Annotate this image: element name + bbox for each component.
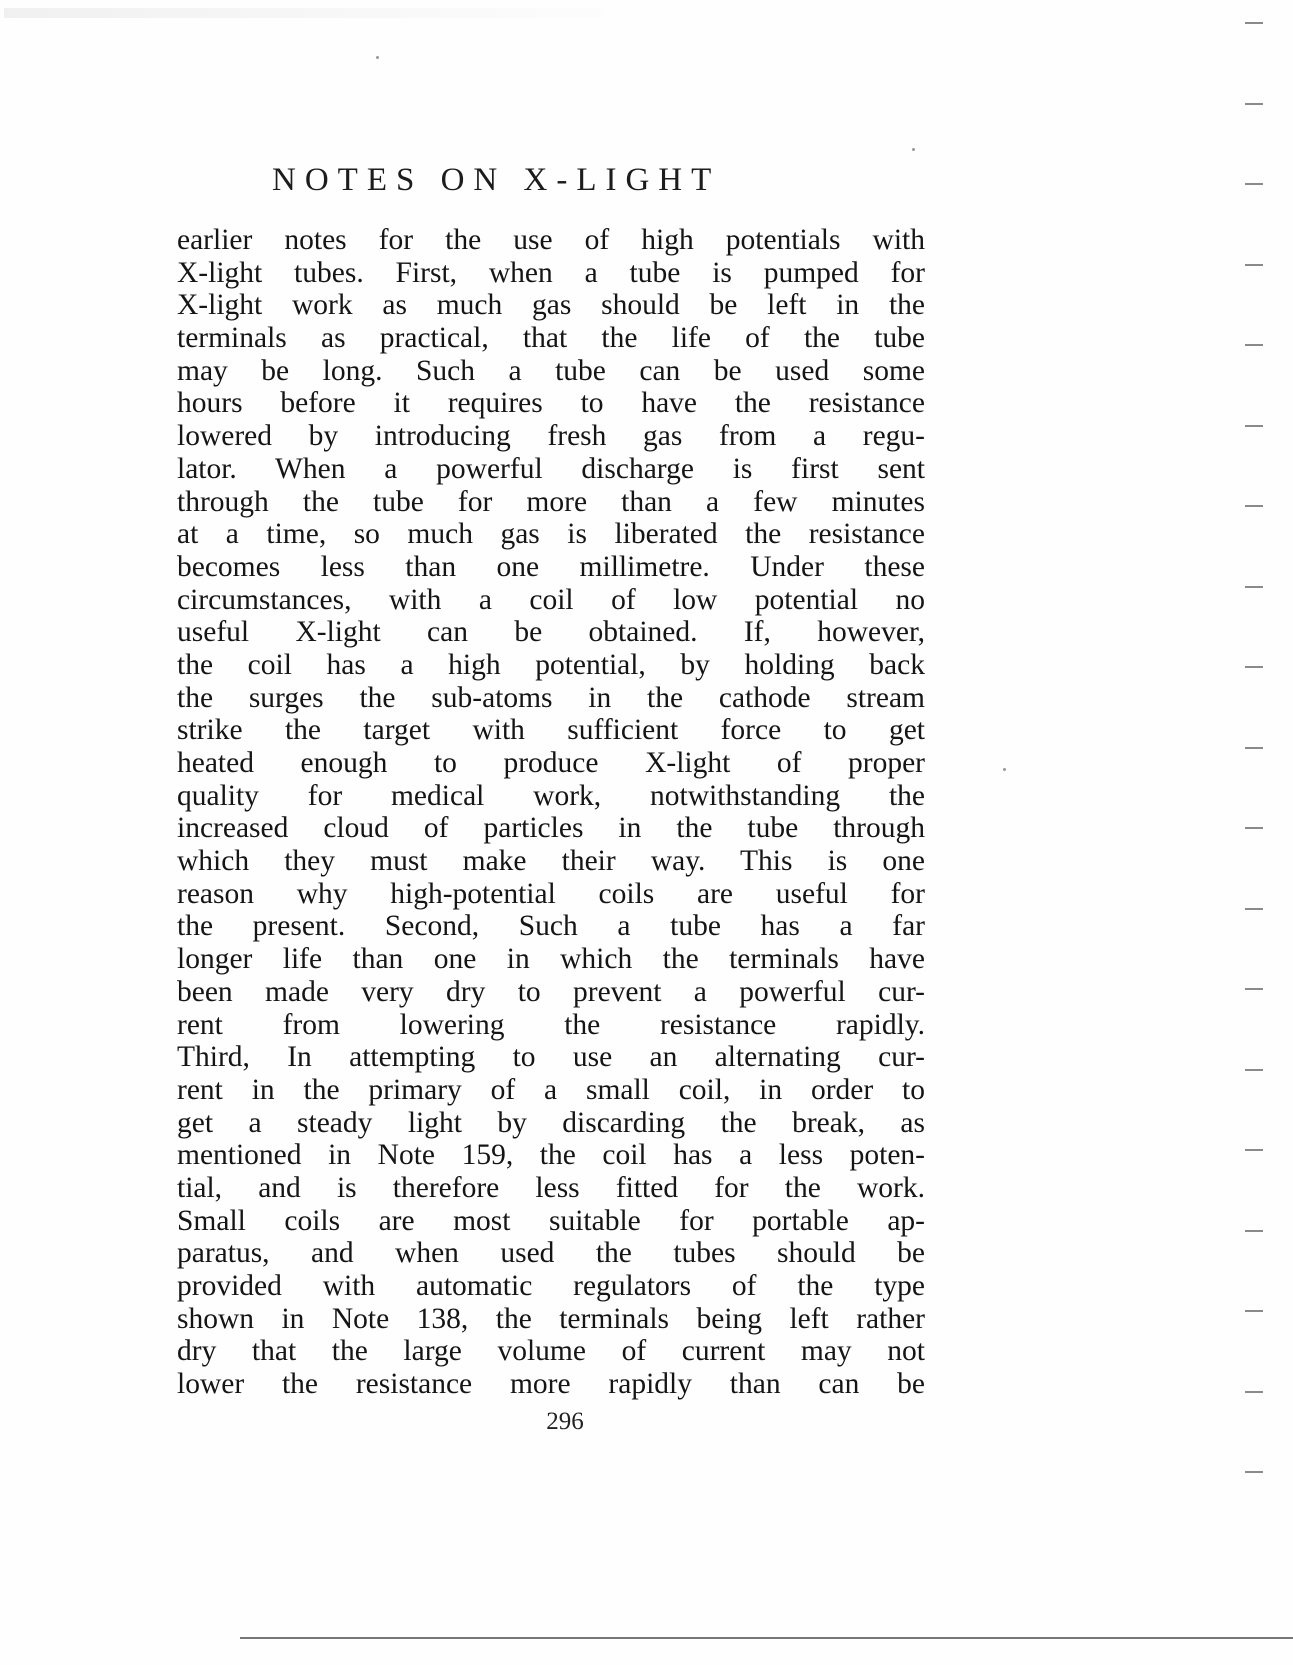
text-line: been made very dry to prevent a powerful cur- — [177, 975, 925, 1008]
text-line: terminals as practical, that the life of the tube — [177, 322, 925, 355]
page-number: 296 — [546, 1408, 584, 1435]
text-line: X-light tubes. First, when a tube is pumped for — [177, 256, 925, 289]
text-line: the present. Second, Such a tube has a far — [177, 910, 925, 943]
text-line: the coil has a high potential, by holding back — [177, 648, 925, 681]
edge-tick-mark — [1245, 264, 1263, 266]
text-line: the surges the sub-atoms in the cathode stream — [177, 681, 925, 714]
edge-tick-mark — [1245, 1471, 1263, 1473]
text-line: becomes less than one millimetre. Under these — [177, 550, 925, 583]
text-line: through the tube for more than a few minutes — [177, 485, 925, 518]
edge-tick-mark — [1245, 1069, 1263, 1071]
text-line: reason why high-potential coils are useful for — [177, 877, 925, 910]
edge-tick-mark — [1245, 827, 1263, 829]
edge-tick-mark — [1245, 1391, 1263, 1393]
scan-speck — [912, 148, 915, 151]
text-line: shown in Note 138, the terminals being left rather — [177, 1302, 925, 1335]
page-bottom-edge — [240, 1637, 1293, 1639]
text-line: may be long. Such a tube can be used some — [177, 354, 925, 387]
edge-tick-mark — [1245, 22, 1263, 24]
text-line: lowered by introducing fresh gas from a regu- — [177, 420, 925, 453]
edge-tick-mark — [1245, 103, 1263, 105]
text-line: increased cloud of particles in the tube through — [177, 812, 925, 845]
text-line: Third, In attempting to use an alternating cur- — [177, 1041, 925, 1074]
text-line: longer life than one in which the terminals have — [177, 943, 925, 976]
text-line: heated enough to produce X-light of proper — [177, 747, 925, 779]
text-line: tial, and is therefore less fitted for the work. — [177, 1171, 925, 1204]
text-line: useful X-light can be obtained. If, however, — [177, 616, 925, 649]
scan-speck — [1003, 768, 1006, 771]
scan-smudge — [4, 8, 604, 18]
text-line: mentioned in Note 159, the coil has a less poten- — [177, 1139, 925, 1172]
text-line: circumstances, with a coil of low potential no — [177, 583, 925, 616]
text-line: earlier notes for the use of high potentials with — [177, 224, 925, 256]
text-line: X-light work as much gas should be left in the — [177, 289, 925, 322]
edge-tick-mark — [1245, 425, 1263, 427]
edge-tick-mark — [1245, 908, 1263, 910]
edge-tick-mark — [1245, 1230, 1263, 1232]
text-line: dry that the large volume of current may not — [177, 1335, 925, 1368]
text-line: rent in the primary of a small coil, in order to — [177, 1073, 925, 1106]
text-line: at a time, so much gas is liberated the resistance — [177, 518, 925, 551]
text-line: get a steady light by discarding the break, as — [177, 1106, 925, 1139]
edge-tick-mark — [1245, 1310, 1263, 1312]
edge-tick-mark — [1245, 183, 1263, 185]
edge-tick-mark — [1245, 747, 1263, 749]
body-text — [177, 224, 925, 1401]
edge-tick-mark — [1245, 1149, 1263, 1151]
text-line: quality for medical work, notwithstanding the — [177, 779, 925, 812]
edge-tick-mark — [1245, 344, 1263, 346]
edge-tick-mark — [1245, 666, 1263, 668]
page-edge-marks — [1223, 0, 1293, 1665]
scan-speck — [376, 56, 379, 59]
edge-tick-mark — [1245, 586, 1263, 588]
text-line: which they must make their way. This is one — [177, 845, 925, 878]
text-line: paratus, and when used the tubes should be — [177, 1237, 925, 1270]
text-line: Small coils are most suitable for portable ap- — [177, 1204, 925, 1237]
text-line: hours before it requires to have the resistance — [177, 387, 925, 420]
edge-tick-mark — [1245, 505, 1263, 507]
running-header: NOTES ON X-LIGHT — [272, 162, 721, 198]
edge-tick-mark — [1245, 988, 1263, 990]
text-line: lator. When a powerful discharge is first sent — [177, 452, 925, 485]
text-line: rent from lowering the resistance rapidly. — [177, 1008, 925, 1041]
text-line: lower the resistance more rapidly than can be — [177, 1368, 925, 1401]
text-line: provided with automatic regulators of the type — [177, 1270, 925, 1302]
text-line: strike the target with sufficient force to get — [177, 714, 925, 747]
